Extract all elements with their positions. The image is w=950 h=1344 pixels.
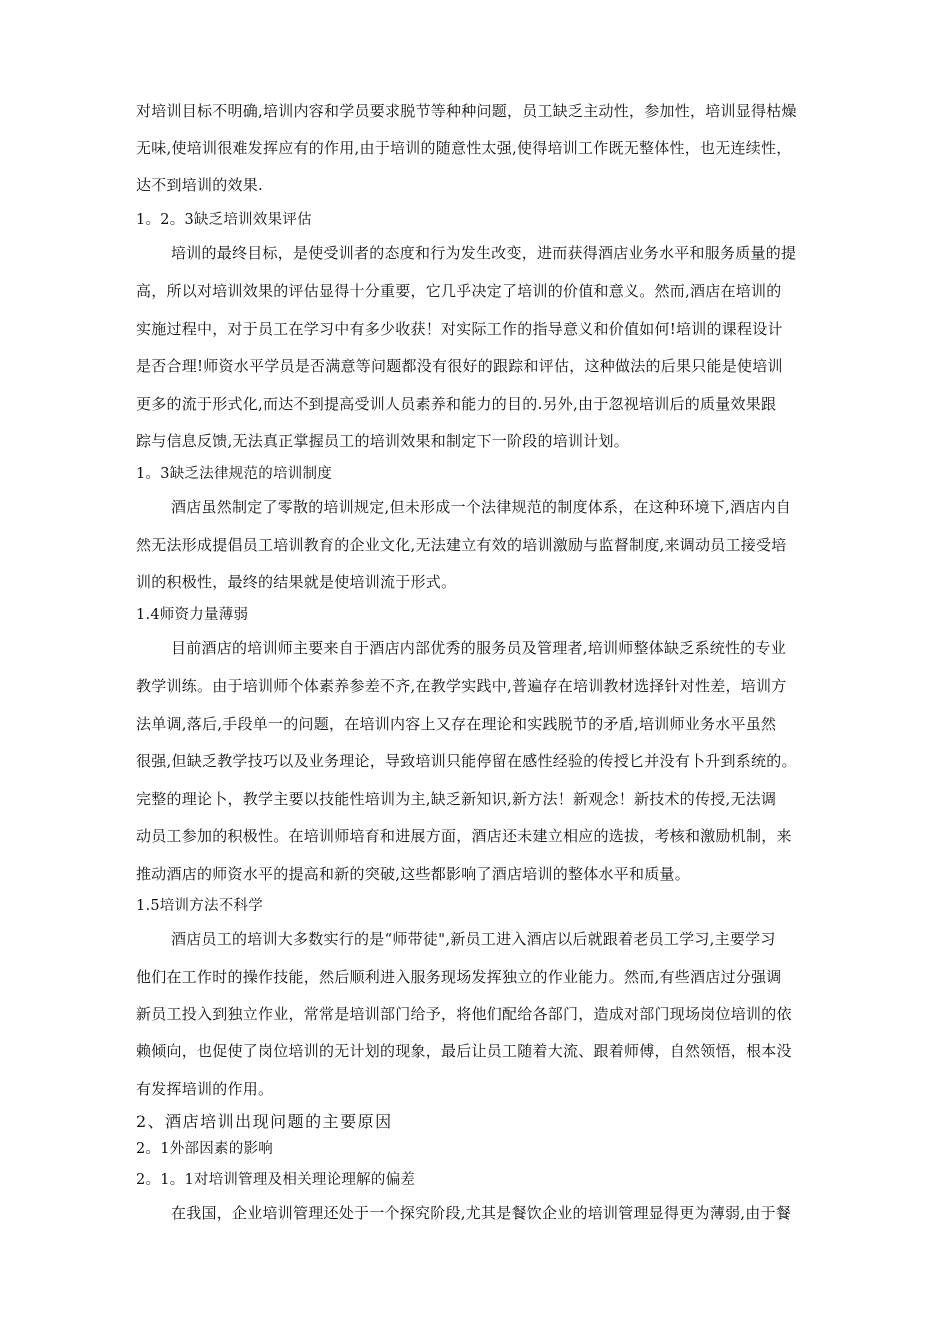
paragraph-line: 达不到培训的效果. (136, 176, 264, 194)
section-heading: 1。2。3缺乏培训效果评估 (136, 212, 312, 228)
paragraph-line: 对培训目标不明确,培训内容和学员要求脱节等种种问题，员工缺乏主动性，参加性，培训显得枯燥 (136, 102, 797, 120)
paragraph-line: 踪与信息反馈,无法真正掌握员工的培训效果和制定下一阶段的培训计划。 (136, 432, 630, 450)
paragraph-line: 赖倾向，也促使了岗位培训的无计划的现象，最后让员工随着大流、跟着师傅，自然领悟，根本没 (136, 1042, 792, 1060)
paragraph-line: 然无法形成提倡员工培训教育的企业文化,无法建立有效的培训激励与监督制度,来调动员工接受培 (136, 536, 787, 554)
paragraph-line: 训的积极性，最终的结果就是使培训流于形式。 (136, 573, 457, 591)
paragraph-line: 教学训练。由于培训师个体素养参差不齐,在教学实践中,普遍存在培训教材选择针对性差，培训方 (136, 677, 787, 695)
paragraph-line: 无味,使培训很难发挥应有的作用,由于培训的随意性太强,使得培训工作既无整体性，也无连续性， (136, 139, 792, 157)
paragraph-line: 新员工投入到独立作业，常常是培训部门给予，将他们配给各部门，造成对部门现场岗位培训的依 (136, 1005, 792, 1023)
paragraph-line: 培训的最终目标，是使受训者的态度和行为发生改变，进而获得酒店业务水平和服务质量的提 (171, 244, 797, 262)
paragraph-line: 推动酒店的师资水平的提高和新的突破,这些都影响了酒店培训的整体水平和质量。 (136, 865, 691, 883)
paragraph-line: 高，所以对培训效果的评估显得十分重要，它几乎决定了培训的价值和意义。然而,酒店在培训的 (136, 282, 782, 300)
paragraph-line: 他们在工作时的操作技能，然后顺利进入服务现场发挥独立的作业能力。然而,有些酒店过分强调 (136, 968, 782, 986)
paragraph-line: 很强,但缺乏教学技巧以及业务理论，导致培训只能停留在感性经验的传授匕并没有卜升到系统的。 (136, 752, 797, 770)
paragraph-line: 更多的流于形式化,而达不到提高受训人员素养和能力的目的.另外,由于忽视培训后的质量效果跟 (136, 395, 777, 413)
paragraph-line: 酒店虽然制定了零散的培训规定,但未形成一个法律规范的制度体系，在这种环境下,酒店内自 (171, 498, 792, 516)
section-heading: 2。1。1对培训管理及相关理论理解的偏差 (136, 1172, 416, 1188)
section-heading: 1。3缺乏法律规范的培训制度 (136, 466, 332, 482)
section-heading: 2。1外部因素的影响 (136, 1141, 273, 1157)
section-heading: 1.4师资力量薄弱 (136, 607, 249, 623)
section-heading: 1.5培训方法不科学 (136, 898, 264, 914)
paragraph-line: 动员工参加的积极性。在培训师培育和进展方面，酒店还未建立相应的选拔，考核和激励机制，来 (136, 827, 792, 845)
paragraph-line: 是否合理!师资水平学员是否满意等问题都没有很好的跟踪和评估，这种做法的后果只能是使培训 (136, 357, 783, 375)
paragraph-line: 完整的理论卜，教学主要以技能性培训为主,缺乏新知识,新方法！新观念！新技术的传授,无法调 (136, 790, 777, 808)
paragraph-line: 目前酒店的培训师主要来自于酒店内部优秀的服务员及管理者,培训师整体缺乏系统性的专业 (171, 639, 787, 657)
chapter-heading: 2、酒店培训出现问题的主要原因 (136, 1112, 393, 1131)
paragraph-line: 实施过程中，对于员工在学习中有多少收获！对实际工作的指导意义和价值如何!培训的课程设计 (136, 320, 783, 338)
paragraph-line: 法单调,落后,手段单一的问题，在培训内容上又存在理论和实践脱节的矛盾,培训师业务水平虽然 (136, 715, 777, 733)
paragraph-line: 酒店员工的培训大多数实行的是“师带徒",新员工进入酒店以后就跟着老员工学习,主要学习 (171, 930, 776, 948)
paragraph-line: 在我国，企业培训管理还处于一个探究阶段,尤其是餐饮企业的培训管理显得更为薄弱,由于餐 (171, 1204, 792, 1222)
paragraph-line: 有发挥培训的作用。 (136, 1080, 274, 1098)
